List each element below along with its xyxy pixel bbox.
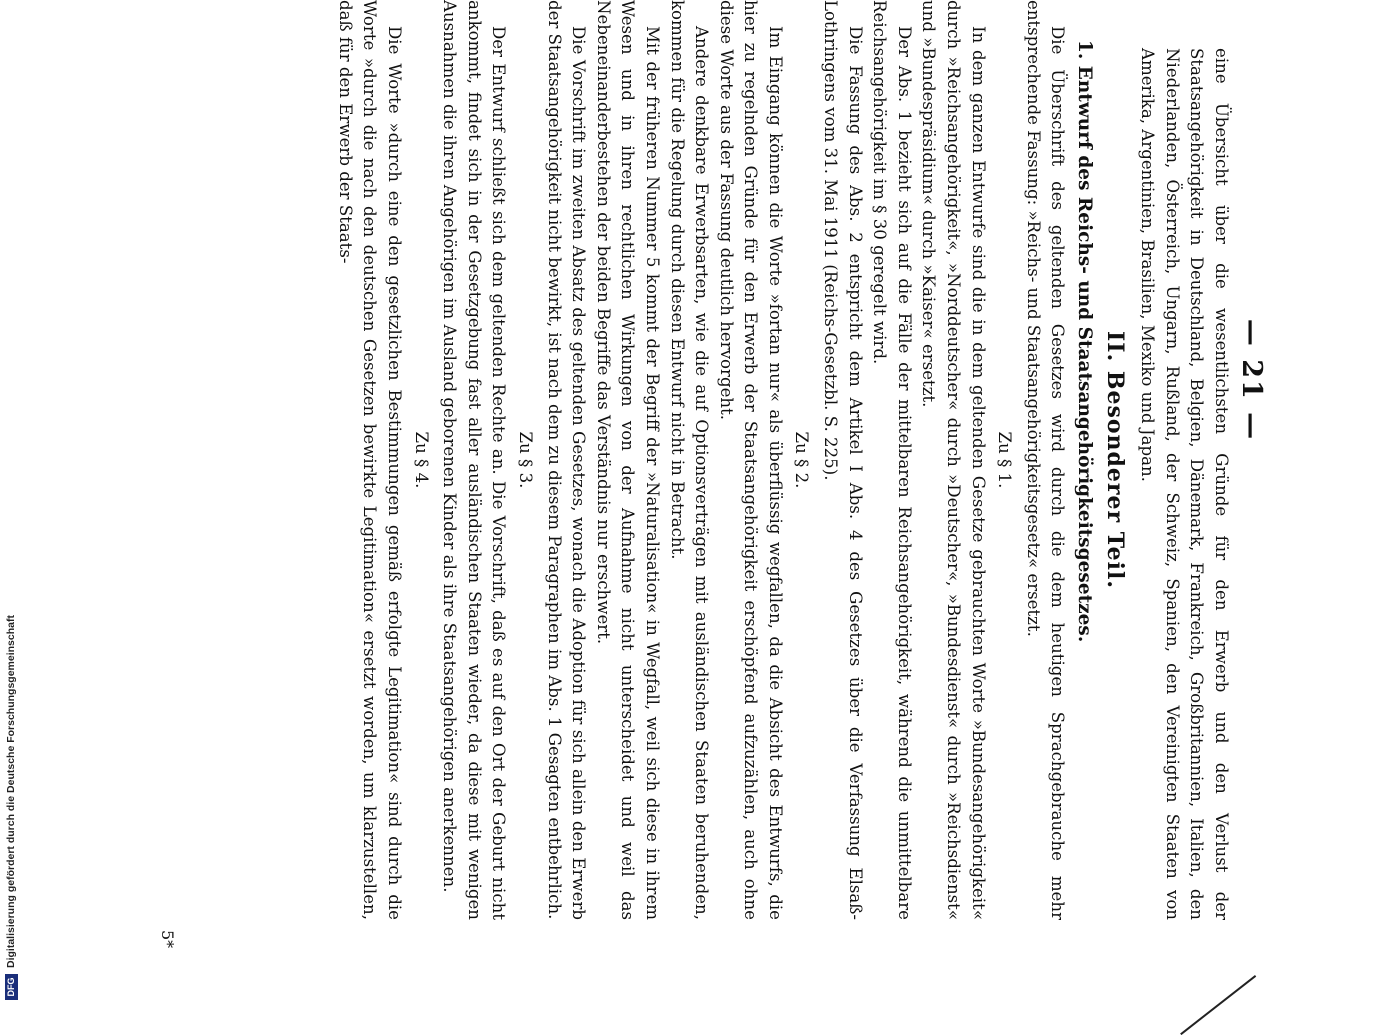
margin-pen-stroke	[1180, 975, 1256, 1035]
paragraph: Die Fassung des Abs. 2 entspricht dem Artikel I Abs. 4 des Gesetzes über die Verfassung Elsaß-Lothringens vom 31. Mai 1911 (Reichs-Gesetzbl. S. 225).	[821, 0, 865, 920]
signature-mark: 5*	[158, 930, 177, 949]
document-page	[145, 0, 1275, 1000]
digitization-credit	[4, 10, 18, 1000]
paragraph: Mit der früheren Nummer 5 kommt der Begriff der »Naturalisation« in Wegfall, weil sich diese in ihrem Wesen und in ihren rechtlichen Wirkungen von der Aufnahme nicht unterscheidet und weil das Nebeneinanderbestehen der beiden Begriffe das Verständnis nur erschwert.	[593, 0, 662, 920]
section-zu-3: Zu § 3.	[515, 431, 535, 489]
paragraph: Andere denkbare Erwerbsarten, wie die auf Optionsverträgen mit ausländischen Staaten beruhenden, kommen für die Regelung durch diesen Entwurf nicht in Betracht.	[667, 0, 712, 920]
paragraph: Der Entwurf schließt sich dem geltenden Rechte an. Die Vorschrift, daß es auf den Ort der Geburt nicht ankommt, findet sich in der Gesetzgebung fast aller ausländischen Staaten wieder, da diese mit wenigen Ausnahmen die ihren Angehörigen im Ausland geborenen Kinder als ihre Staatsangehörigen anerkennen.	[440, 0, 509, 920]
paragraph: In dem ganzen Entwurfe sind die in dem geltenden Gesetze gebrauchten Worte »Bundesangehörigkeit« durch »Reichsangehörigkeit«, »Norddeutscher« durch »Deutscher«, »Bundesdienst« durch »Reichsdienst« und »Bundespräsidium« durch »Kaiser« ersetzt.	[919, 0, 988, 920]
intro-paragraph: Die Überschrift des geltenden Gesetzes wird durch die dem heutigen Sprachgebrauche mehr entsprechende Fassung: »Reichs- und Staatsangehörigkeitsgesetz« ersetzt.	[1023, 0, 1068, 920]
credit-text: Digitalisierung gefördert durch die Deutsche Forschungsgemeinschaft	[5, 615, 17, 968]
section-zu-2: Zu § 2.	[792, 431, 812, 489]
part-heading: II. Besonderer Teil.	[1101, 331, 1128, 589]
paragraph: Der Abs. 1 bezieht sich auf die Fälle der mittelbaren Reichsangehörigkeit, während die unmittelbare Reichsangehörigkeit im § 30 geregelt wird.	[870, 0, 914, 920]
page-text	[332, 0, 1233, 920]
section-zu-1: Zu § 1.	[995, 431, 1015, 489]
paragraph: Im Eingang können die Worte »fortan nur« als überflüssig wegfallen, da die Absicht des Entwurfs, die hier zu regelnden Gründe für den Erwerb der Staatsangehörigkeit erschöpfend aufzuzählen, auch ohne diese Worte aus der Fassung deutlich hervorgeht.	[716, 0, 785, 920]
paragraph: Die Vorschrift im zweiten Absatz des geltenden Gesetzes, wonach die Adoption für sich allein den Erwerb der Staatsangehörigkeit nicht bewirkt, ist nach dem zu diesem Paragraphen im Abs. 1 Gesagten entbehrlich.	[544, 0, 589, 920]
paragraph: Die Worte »durch eine den gesetzlichen Bestimmungen gemäß erfolgte Legitimation« sind durch die Worte »durch die nach den deutschen Gesetzen bewirkte Legitimation« ersetzt worden, um klarzustellen, daß für den Erwerb der Staats-	[335, 0, 404, 920]
section-heading: 1. Entwurf des Reichs- und Staatsangehörigkeitsgesetzes.	[1074, 40, 1096, 643]
rotated-page	[145, 0, 1275, 1000]
page-number: — 21 —	[1236, 318, 1267, 442]
section-zu-4: Zu § 4.	[411, 431, 431, 489]
continued-paragraph: eine Übersicht über die wesentlichsten Gründe für den Erwerb und den Verlust der Staatsangehörigkeit in Deutschland, Belgien, Dänemark, Frankreich, Großbritannien, Italien, den Niederlanden, Österreich, Ungarn, Rußland, der Schweiz, Spanien, den Vereinigten Staaten von Amerika, Argentinien, Brasilien, Mexiko und Japan.	[1138, 48, 1231, 920]
dfg-logo-icon: DFG	[5, 974, 18, 1000]
